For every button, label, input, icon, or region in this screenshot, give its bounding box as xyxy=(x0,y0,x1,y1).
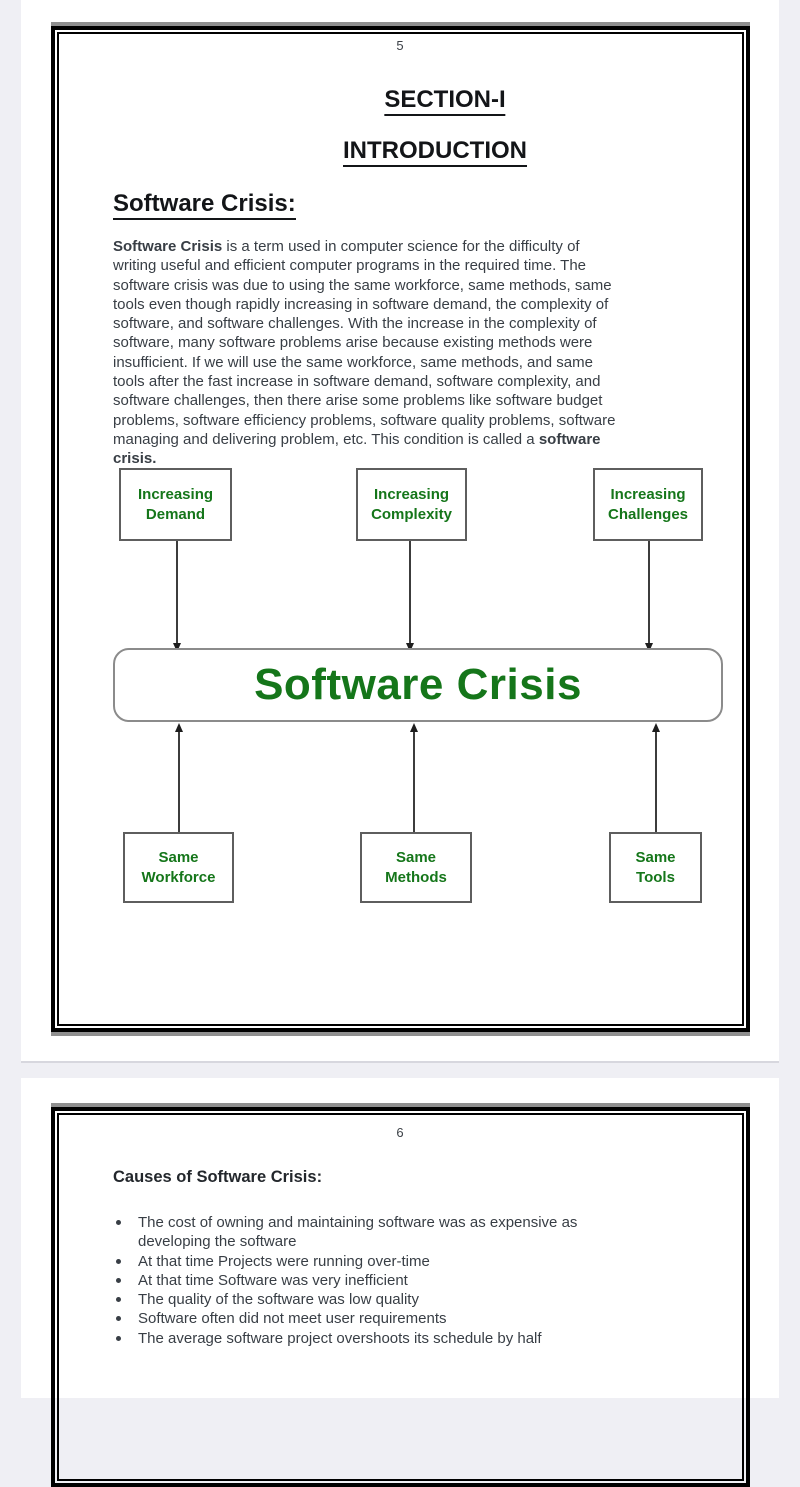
software-crisis-label: Software Crisis xyxy=(254,660,582,709)
bullet-text: At that time Software was very inefficient xyxy=(138,1271,408,1289)
connector-line-down xyxy=(409,541,411,643)
box-same-workforce: Same Workforce xyxy=(123,832,234,903)
pdf-page-5 xyxy=(21,0,779,1063)
arrow-up-icon xyxy=(410,723,418,732)
intro-title: INTRODUCTION xyxy=(343,137,527,165)
bullet-list-item xyxy=(116,1329,656,1348)
section-title: SECTION-I xyxy=(384,86,505,114)
box-increasing-demand: Increasing Demand xyxy=(119,468,232,541)
page-number: 6 xyxy=(396,1125,404,1140)
bullet-icon xyxy=(116,1220,121,1225)
paragraph-line: software, and software challenges. With the increase in the complexity of xyxy=(113,315,597,333)
connector-line-down xyxy=(176,541,178,643)
bullet-list-item xyxy=(116,1309,656,1328)
paragraph-line: tools after the fast increase in software demand, software complexity, and xyxy=(113,373,601,391)
paragraph-line: crisis. xyxy=(113,450,157,468)
box-same-tools: Same Tools xyxy=(609,832,702,903)
arrow-up-icon xyxy=(652,723,660,732)
software-crisis-heading: Software Crisis: xyxy=(113,190,296,218)
paragraph-line: writing useful and efficient computer programs in the required time. The xyxy=(113,257,587,275)
bullet-text: The average software project overshoots its schedule by half xyxy=(138,1329,542,1347)
connector-line-up xyxy=(413,732,415,832)
bullet-text: At that time Projects were running over-time xyxy=(138,1252,430,1270)
arrow-up-icon xyxy=(175,723,183,732)
bullet-text: The quality of the software was low quality xyxy=(138,1291,419,1309)
bullet-list-item xyxy=(116,1252,656,1271)
paragraph-line: managing and delivering problem, etc. This condition is called a software xyxy=(113,430,601,448)
bullet-list-item xyxy=(116,1271,656,1290)
bullet-list-item xyxy=(116,1290,656,1309)
software-crisis-paragraph xyxy=(113,237,733,469)
paragraph-line: software, many software problems arise because existing methods were xyxy=(113,334,593,352)
connector-line-up xyxy=(655,732,657,832)
box-increasing-complexity: Increasing Complexity xyxy=(356,468,467,541)
paragraph-line: tools even though rapidly increasing in software demand, the complexity of xyxy=(113,295,609,313)
connector-line-down xyxy=(648,541,650,643)
bullet-icon xyxy=(116,1259,121,1264)
paragraph-line: software challenges, then there arise some problems like software budget xyxy=(113,392,603,410)
bullet-text: The cost of owning and maintaining software was as expensive as developing the software xyxy=(138,1214,578,1251)
bullet-icon xyxy=(116,1278,121,1283)
paragraph-line: insufficient. If we will use the same workforce, same methods, and same xyxy=(113,353,593,371)
bullet-text: Software often did not meet user requirements xyxy=(138,1310,447,1328)
causes-heading: Causes of Software Crisis: xyxy=(113,1168,323,1186)
paragraph-line: Software Crisis is a term used in computer science for the difficulty of xyxy=(113,238,580,255)
page-number: 5 xyxy=(396,38,404,53)
software-crisis-center-box xyxy=(113,648,723,722)
paragraph-line: problems, software efficiency problems, software quality problems, software xyxy=(113,411,616,429)
bullet-icon xyxy=(116,1336,121,1341)
box-increasing-challenges: Increasing Challenges xyxy=(593,468,703,541)
bullet-list-item xyxy=(116,1213,656,1252)
paragraph-line: software crisis was due to using the same workforce, same methods, same xyxy=(113,276,612,294)
connector-line-up xyxy=(178,732,180,832)
box-same-methods: Same Methods xyxy=(360,832,472,903)
bullet-icon xyxy=(116,1297,121,1302)
causes-bullet-list xyxy=(116,1213,656,1348)
bullet-icon xyxy=(116,1316,121,1321)
pdf-page-6 xyxy=(21,1078,779,1398)
